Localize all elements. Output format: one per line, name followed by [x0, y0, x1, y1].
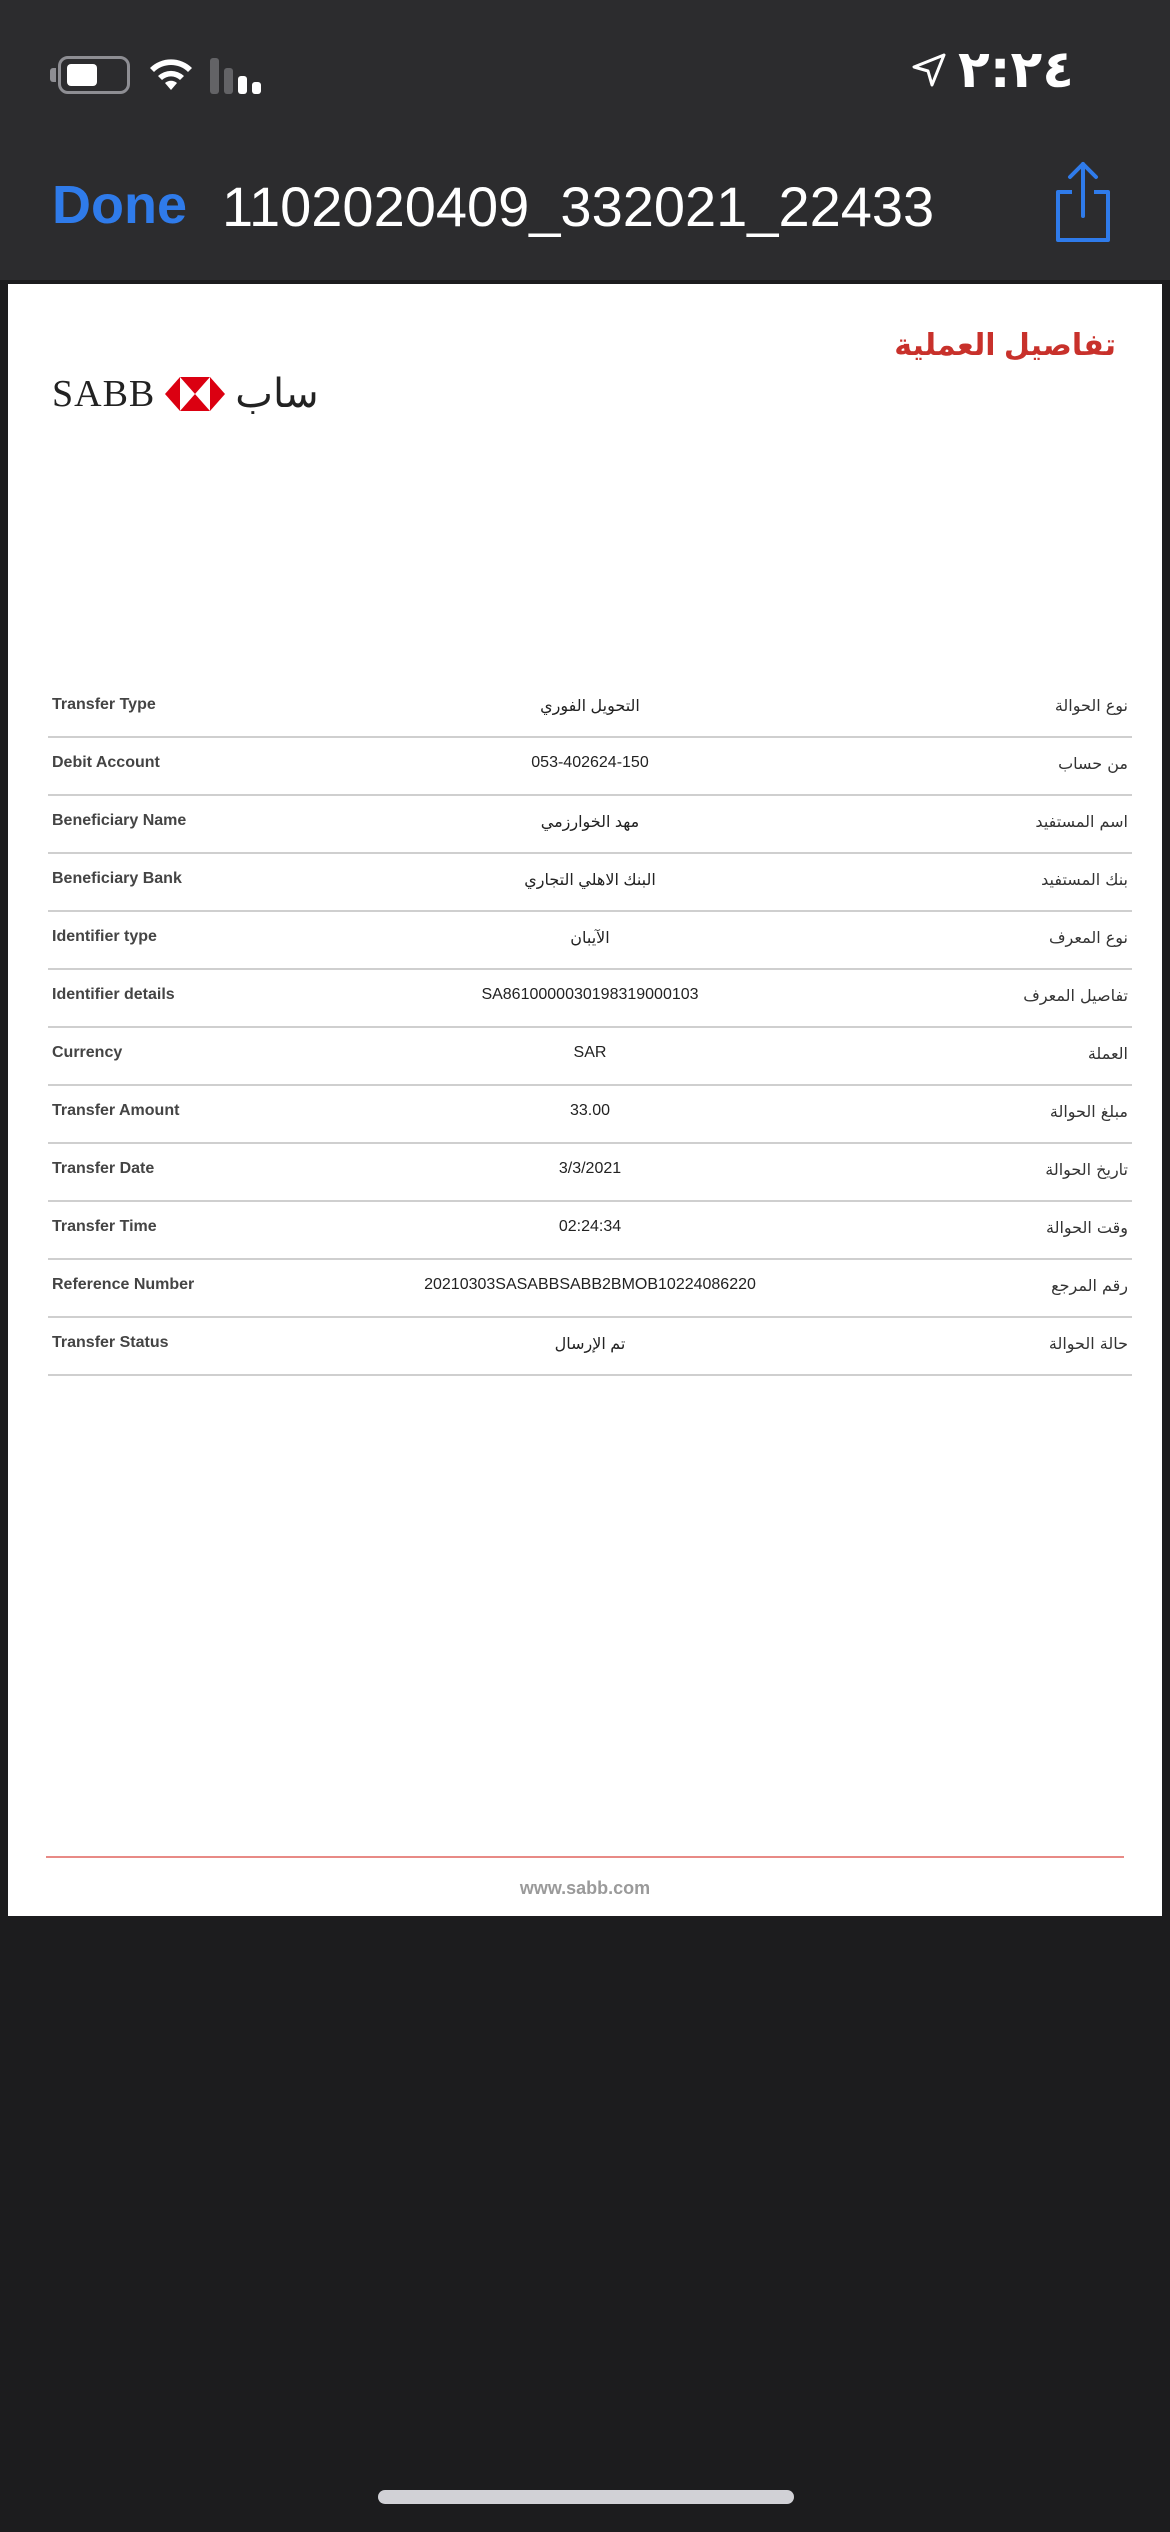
row-value: SAR — [573, 1044, 607, 1061]
row-label-en: Beneficiary Name — [52, 812, 187, 829]
row-label-en: Transfer Time — [52, 1218, 157, 1235]
details-table — [48, 680, 1132, 1376]
location-arrow-icon — [912, 53, 946, 87]
share-icon[interactable] — [1050, 160, 1116, 244]
row-value: تم الإرسال — [554, 1336, 626, 1353]
row-label-en: Transfer Status — [52, 1334, 169, 1351]
row-value: 33.00 — [569, 1102, 611, 1119]
row-label-en: Identifier type — [52, 928, 157, 945]
logo-text: SABB — [52, 373, 156, 415]
row-label-ar: تاريخ الحوالة — [1045, 1160, 1128, 1179]
status-time: ٢:٢٤ — [957, 40, 1074, 100]
row-label-ar: نوع المعرف — [1048, 928, 1128, 947]
row-label-en: Currency — [52, 1044, 123, 1061]
sabb-logo — [52, 366, 332, 422]
cellular-signal-icon — [210, 58, 266, 94]
row-label-ar: وقت الحوالة — [1046, 1218, 1128, 1237]
row-label-ar: نوع الحوالة — [1054, 696, 1128, 715]
row-label-ar: تفاصيل المعرف — [1023, 986, 1128, 1005]
row-value: البنك الاهلي التجاري — [524, 872, 656, 889]
row-value: الآيبان — [570, 930, 610, 947]
status-bar — [0, 0, 1170, 140]
wifi-icon — [146, 50, 196, 94]
row-value: 3/3/2021 — [558, 1160, 622, 1177]
row-value: SA8610000030198319000103 — [481, 986, 699, 1003]
row-value: 02:24:34 — [558, 1218, 622, 1235]
footer-url: www.sabb.com — [519, 1878, 651, 1898]
detail-row — [48, 970, 1132, 1028]
transaction-details-heading: تفاصيل العملية — [894, 329, 1116, 362]
pdf-document[interactable] — [8, 284, 1162, 1916]
detail-row — [48, 1202, 1132, 1260]
home-indicator[interactable] — [378, 2490, 794, 2504]
row-value: مهد الخوارزمي — [540, 814, 640, 831]
detail-row — [48, 1144, 1132, 1202]
battery-level — [67, 64, 97, 86]
detail-row — [48, 680, 1132, 738]
row-label-ar: حالة الحوالة — [1048, 1334, 1128, 1353]
row-label-en: Transfer Date — [52, 1160, 155, 1177]
detail-row — [48, 1028, 1132, 1086]
detail-row — [48, 854, 1132, 912]
detail-row — [48, 1318, 1132, 1376]
navigation-bar — [0, 140, 1170, 280]
battery-cap — [50, 68, 56, 82]
detail-row — [48, 796, 1132, 854]
detail-row — [48, 1086, 1132, 1144]
row-value: 053-402624-150 — [531, 754, 649, 771]
hexagon-logo-icon — [165, 377, 225, 411]
footer-divider — [46, 1856, 1124, 1858]
logo-arabic-text: ساب — [235, 371, 319, 417]
row-label-en: Transfer Amount — [52, 1102, 180, 1119]
row-value: 20210303SASABBSABB2BMOB10224086220 — [424, 1276, 756, 1293]
row-value: التحويل الفوري — [540, 698, 640, 715]
row-label-en: Debit Account — [52, 754, 160, 771]
row-label-ar: اسم المستفيد — [1035, 812, 1128, 831]
row-label-en: Reference Number — [52, 1276, 195, 1293]
row-label-ar: بنك المستفيد — [1041, 870, 1128, 889]
row-label-en: Identifier details — [52, 986, 175, 1003]
row-label-ar: من حساب — [1058, 754, 1128, 773]
detail-row — [48, 1260, 1132, 1318]
clock-area — [912, 40, 1074, 100]
row-label-en: Beneficiary Bank — [52, 870, 182, 887]
row-label-ar: العملة — [1087, 1044, 1128, 1063]
detail-row — [48, 912, 1132, 970]
row-label-en: Transfer Type — [52, 696, 156, 713]
row-label-ar: مبلغ الحوالة — [1049, 1102, 1128, 1121]
battery-icon — [58, 56, 130, 94]
document-title: 1102020409_332021_22433 — [222, 175, 935, 238]
row-label-ar: رقم المرجع — [1051, 1276, 1128, 1295]
detail-row — [48, 738, 1132, 796]
done-button[interactable]: Done — [52, 175, 187, 235]
